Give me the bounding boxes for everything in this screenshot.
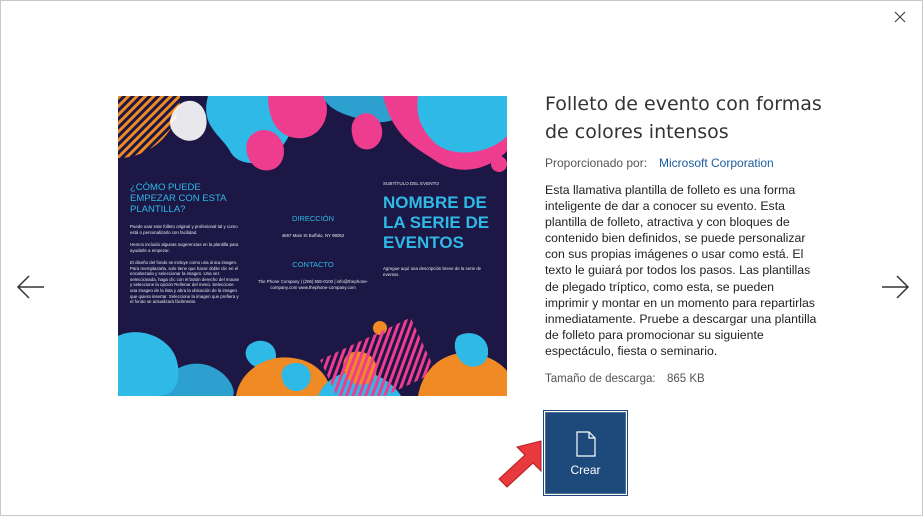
provider-link[interactable]: Microsoft Corporation xyxy=(659,156,774,170)
arrow-right-icon xyxy=(879,271,911,303)
preview-subtitle: SUBTÍTULO DEL EVENTO xyxy=(383,181,439,186)
preview-contact-heading: CONTACTO xyxy=(292,260,334,269)
preview-body-1: Puede usar este folleto original y profesional tal y como está o personalizarlo con facilidad. xyxy=(130,224,238,235)
template-info xyxy=(545,90,825,385)
preview-contact-lines: The Phone Company | (206) 555-0100 | info@thephone-company.com www.thephone-company.com xyxy=(258,279,368,290)
preview-tagline: Agregue aquí una descripción breve de la serie de eventos. xyxy=(383,266,482,277)
template-description: Esta llamativa plantilla de folleto es una forma inteligente de dar a conocer su evento. Esta plantilla de folleto, atractiva y con bloques de contenido bien definidos, se puede personalizar con sus propias imágenes o usar como está. El texto le guiará por todos los pasos. Las plantillas de plegado tríptico, como esta, se pueden imprimir y montar en un momento para repartirlas inmediatamente. Pruebe a descargar una plantilla de folleto para promocionar su siguiente espectáculo, fiesta o seminario. xyxy=(545,183,817,358)
preview-body-3: El diseño del fondo se incluye como una única imagen. Para reemplazarla, solo tiene que hacer doble clic en el encabezado y seleccionar la imagen. Una vez seleccionada, haga clic con el botón derecho del mouse y seleccione la opción Rellenar del menú. Seleccione una imagen de la lista y abra la ubicación de la imagen que quiera insertar. Seleccione la imagen que prefiera y el fondo se actualizará fácilmente. xyxy=(130,260,240,305)
close-button[interactable] xyxy=(890,7,910,27)
previous-template-button[interactable] xyxy=(15,271,47,303)
preview-direction-heading: DIRECCIÓN xyxy=(291,214,335,223)
create-button-label: Crear xyxy=(570,463,601,477)
close-icon xyxy=(894,11,906,23)
download-size-value: 865 KB xyxy=(667,373,705,386)
template-preview xyxy=(118,96,507,396)
provider-row xyxy=(545,156,825,170)
create-button[interactable] xyxy=(545,412,626,494)
preview-address: 4567 Main St Buffalo, NY 98052 xyxy=(281,233,345,238)
next-template-button[interactable] xyxy=(879,271,911,303)
preview-event-title: NOMBRE DE LA SERIE DE EVENTOS xyxy=(383,193,490,252)
document-icon xyxy=(576,431,596,457)
provider-label: Proporcionado por: xyxy=(545,156,648,170)
preview-body-2: Hemos incluido algunas sugerencias en la plantilla para ayudarle a empezar. xyxy=(130,242,239,253)
download-size-row xyxy=(545,373,825,385)
preview-question: ¿CÓMO PUEDE EMPEZAR CON ESTA PLANTILLA? xyxy=(130,182,226,215)
red-arrow-icon xyxy=(495,435,547,491)
arrow-left-icon xyxy=(15,271,47,303)
download-size-label: Tamaño de descarga: xyxy=(545,373,656,386)
template-title: Folleto de evento con formas de colores intensos xyxy=(545,93,822,143)
